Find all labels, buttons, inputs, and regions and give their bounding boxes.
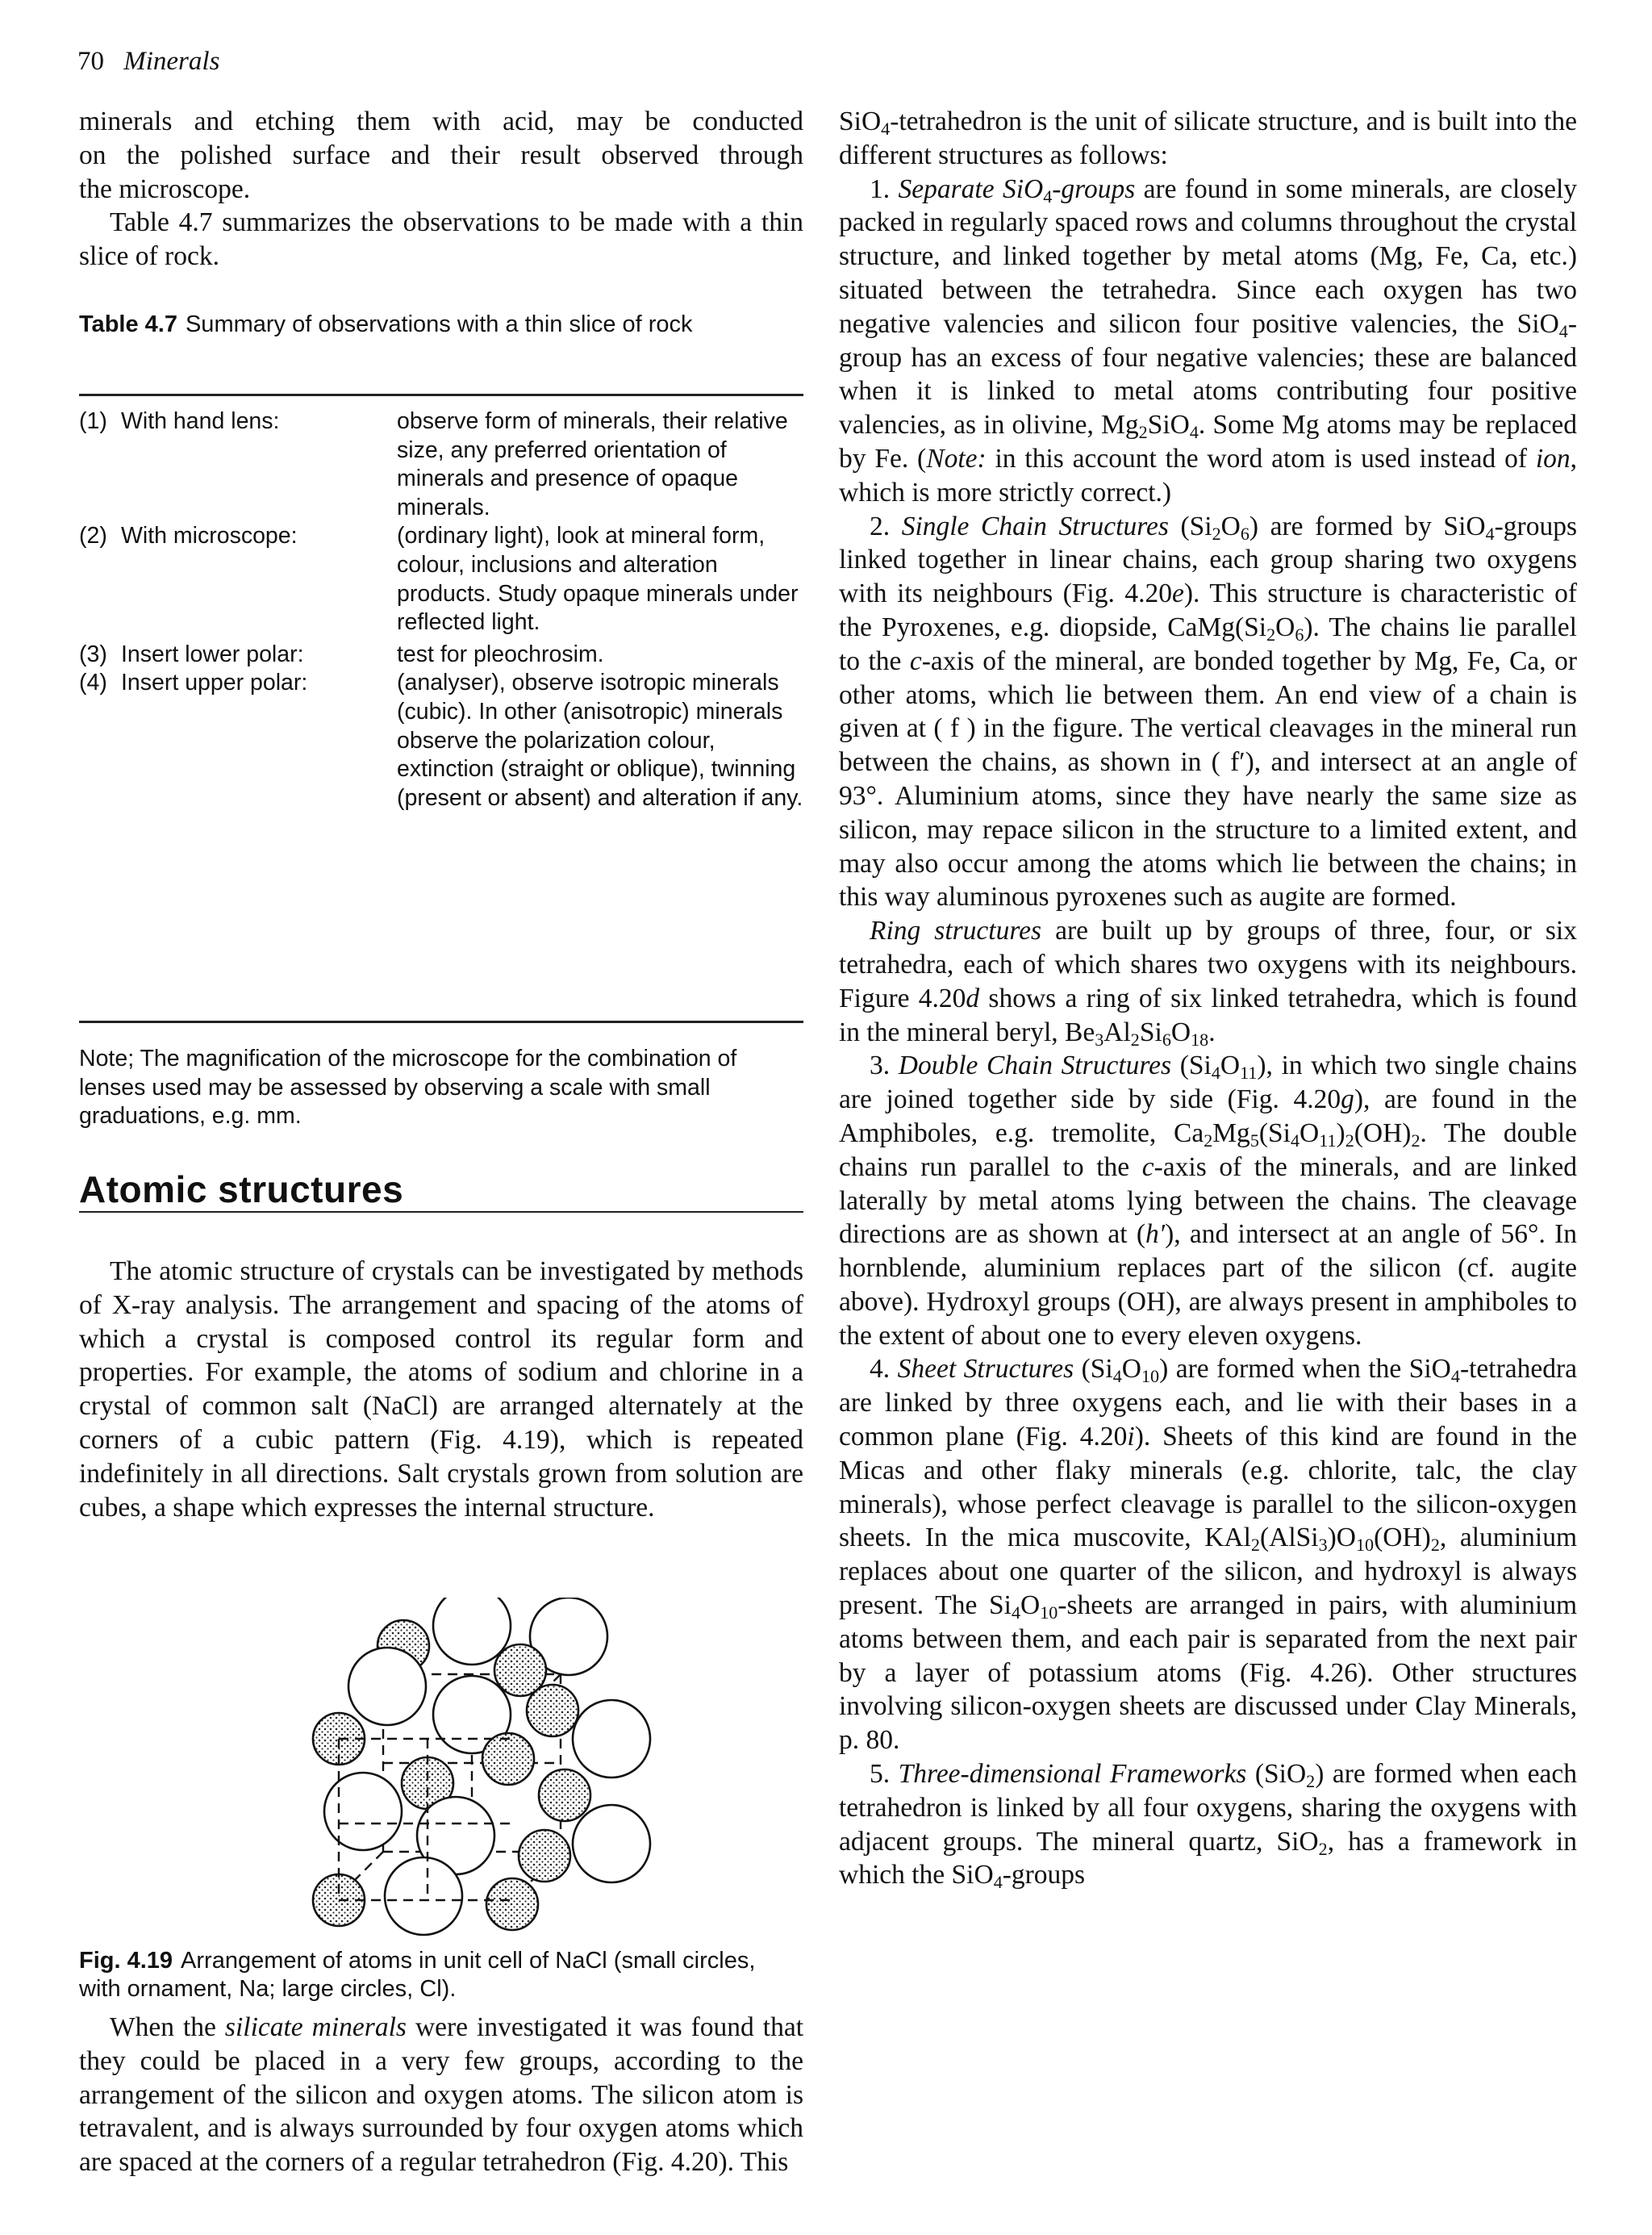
intro-line: minerals and etching them with acid, may be conducted (79, 107, 803, 136)
figure-caption-text: Arrangement of atoms in unit cell of NaCl (small circles, with ornament, Na; large circles, Cl). (79, 1948, 756, 2002)
chlorine-atom (324, 1773, 402, 1850)
row-text: (analyser), observe isotropic minerals (cubic). In other (anisotropic) minerals observe the polarization colour, extinction (straight or oblique), twinning (present or absent) and alteration if any. (397, 670, 803, 811)
nacl-lattice-diagram (307, 1598, 661, 1936)
chlorine-atom (348, 1648, 426, 1725)
separate-groups-paragraph: 1. Separate SiO$_4$-groups are found in some minerals, are closely packed in regularly spaced rows and columns throughout the crystal structure, and linked together by metal atoms (Mg, Fe, Ca, etc.) situated between the tetrahedra. Since each oxygen has two negative valencies and silicon four positive valencies, the SiO$_4$-group has an excess of four negative valencies; these are balanced when it is linked to metal atoms contributing four positive valencies, as in olivine, $Mg_2SiO_4$. Some Mg atoms may be replaced by Fe. (Note: in this account the word atom is used instead of ion, which is more strictly correct.) (839, 173, 1578, 508)
intro-paragraph-continued (79, 105, 803, 206)
row-number: (3) (79, 641, 107, 667)
sodium-atom (486, 1878, 538, 1930)
row-text: (ordinary light), look at mineral form, colour, inclusions and alteration products. Study opaque minerals under reflected light. (397, 523, 799, 636)
chlorine-atom (385, 1857, 462, 1935)
sodium-atom (527, 1685, 578, 1736)
frameworks-paragraph: 5. Three-dimensional Frameworks (SiO$_2$) are formed when each tetrahedron is linked by all four oxygens, sharing the oxygens with adjacent groups. The mineral quartz, SiO$_2$, has a framework in which the SiO$_4$-groups (839, 1759, 1577, 1893)
atoms (313, 1598, 650, 1935)
table-row (79, 641, 803, 670)
row-text: test for pleochrosim. (397, 641, 604, 667)
table-top-rule (79, 394, 803, 396)
observations-table (79, 407, 803, 813)
silicate-unit-paragraph: SiO$_4$-tetrahedron is the unit of silicate structure, and is built into the different structures as follows: (839, 107, 1577, 170)
silicate-paragraph: When the silicate minerals were investigated it was found that they could be placed in a very few groups, according to the arrangement of the silicon and oxygen atoms. The silicon atom is tetravalent, and is always surrounded by four oxygen atoms which are spaced at the corners of a regular tetrahedron (Fig. 4.20). This (79, 2012, 803, 2178)
page-number: 70 (77, 47, 104, 76)
table-note: Note; The magnification of the microscope for the combination of lenses used may be assessed by observing a scale with small graduations, e.g. mm. (79, 1046, 737, 1130)
running-title: Minerals (123, 47, 220, 76)
running-header (77, 47, 219, 77)
right-column (839, 105, 1577, 1892)
row-number: (1) (79, 408, 107, 434)
row-label: With hand lens: (121, 408, 280, 434)
row-number: (4) (79, 670, 107, 696)
sodium-atom (482, 1733, 534, 1785)
row-label: Insert upper polar: (121, 670, 308, 696)
row-label: With microscope: (121, 523, 298, 549)
figure-label: Fig. 4.19 (79, 1948, 173, 1974)
heading-rule (79, 1211, 803, 1213)
table-row (79, 522, 803, 637)
row-number: (2) (79, 523, 107, 549)
table-row (79, 407, 803, 522)
chlorine-atom (573, 1805, 650, 1882)
sodium-atom (519, 1830, 570, 1882)
table-row (79, 669, 803, 813)
ring-structures-paragraph: Ring structures are built up by groups of three, four, or six tetrahedra, each of which shares two oxygens with its neighbours. Figure 4.20d shows a ring of six linked tetrahedra, which is found in the mineral beryl, $Be_3Al_2Si_6O_{18}$. (839, 916, 1578, 1050)
intro-line: on the polished surface and their result observed through (79, 140, 803, 170)
nacl-unit-cell-figure (307, 1598, 661, 1936)
figure-caption (79, 1947, 803, 2003)
atomic-structures-paragraph: The atomic structure of crystals can be investigated by methods of X-ray analysis. The arrangement and spacing of the atoms of which a crystal is composed control its regular form and properties. For example, the atoms of sodium and chlorine in a crystal of common salt (NaCl) are arranged alternately at the corners of a cubic pattern (Fig. 4.19), which is repeated indefinitely in all directions. Salt crystals grown from solution are cubes, a shape which expresses the internal structure. (79, 1256, 803, 1523)
section-heading: Atomic structures (79, 1168, 404, 1210)
table-label: Table 4.7 (79, 311, 177, 337)
row-label: Insert lower polar: (121, 641, 304, 667)
row-text: observe form of minerals, their relative size, any preferred orientation of minerals and presence of opaque minerals. (397, 408, 788, 520)
double-chain-paragraph: 3. Double Chain Structures $(Si_4O_{11})$, in which two single chains are joined together side by side (Fig. 4.20g), are found in the Amphiboles, e.g. tremolite, $Ca_2Mg_5(Si_4O_{11})_2(OH)_2$. The double chains run parallel to the c-axis of the minerals, and are linked laterally by metal atoms lying between the chains. The cleavage directions are as shown at (h′), and intersect at an angle of 56°. In hornblende, aluminium replaces part of the silicon (cf. augite above). Hydroxyl groups (OH), are always present in amphiboles to the extent of about one to every eleven oxygens. (839, 1051, 1578, 1351)
table-bottom-rule (79, 1021, 803, 1023)
table-caption-text: Summary of observations with a thin slice of rock (185, 311, 693, 337)
intro-line: the microscope. (79, 173, 251, 204)
intro-paragraph-2: Table 4.7 summarizes the observations to be made with a thin slice of rock. (79, 207, 803, 272)
sheet-structures-paragraph: 4. Sheet Structures $(Si_4O_{10})$ are formed when the SiO$_4$-tetrahedra are linked by three oxygens each, and lie with their bases in a common plane (Fig. 4.20i). Sheets of this kind are found in the Micas and other flaky minerals (e.g. chlorite, talc, the clay minerals), whose perfect cleavage is parallel to the silicon-oxygen sheets. In the mica muscovite, $KAl_2(AlSi_3)O_{10}(OH)_2$, aluminium replaces about one quarter of the silicon, and hydroxyl is always present. The $Si_4O_{10}$-sheets are arranged in pairs, with aluminium atoms between them, and each pair is separated from the next pair by a layer of potassium atoms (Fig. 4.26). Other structures involving silicon-oxygen sheets are discussed under Clay Minerals, p. 80. (839, 1354, 1577, 1756)
sodium-atom (539, 1769, 590, 1821)
single-chain-paragraph: 2. Single Chain Structures $(Si_2O_6)$ are formed by SiO$_4$-groups linked together in linear chains, each group sharing two oxygens with its neighbours (Fig. 4.20e). This structure is characteristic of the Pyroxenes, e.g. diopside, $CaMg(Si_2O_6)$. The chains lie parallel to the c-axis of the mineral, are bonded together by Mg, Fe, Ca, or other atoms, which lie between them. An end view of a chain is given at ( f ) in the figure. The vertical cleavages in the mineral run between the chains, as shown in ( f′), and intersect at an angle of 93°. Aluminium atoms, since they have nearly the same size as silicon, may repace silicon in the structure to a limited extent, and may also occur among the atoms which lie between the chains; in this way aluminous pyroxenes such as augite are formed. (839, 511, 1577, 913)
table-caption (79, 311, 803, 338)
left-column (79, 105, 803, 2178)
chlorine-atom (573, 1700, 650, 1778)
